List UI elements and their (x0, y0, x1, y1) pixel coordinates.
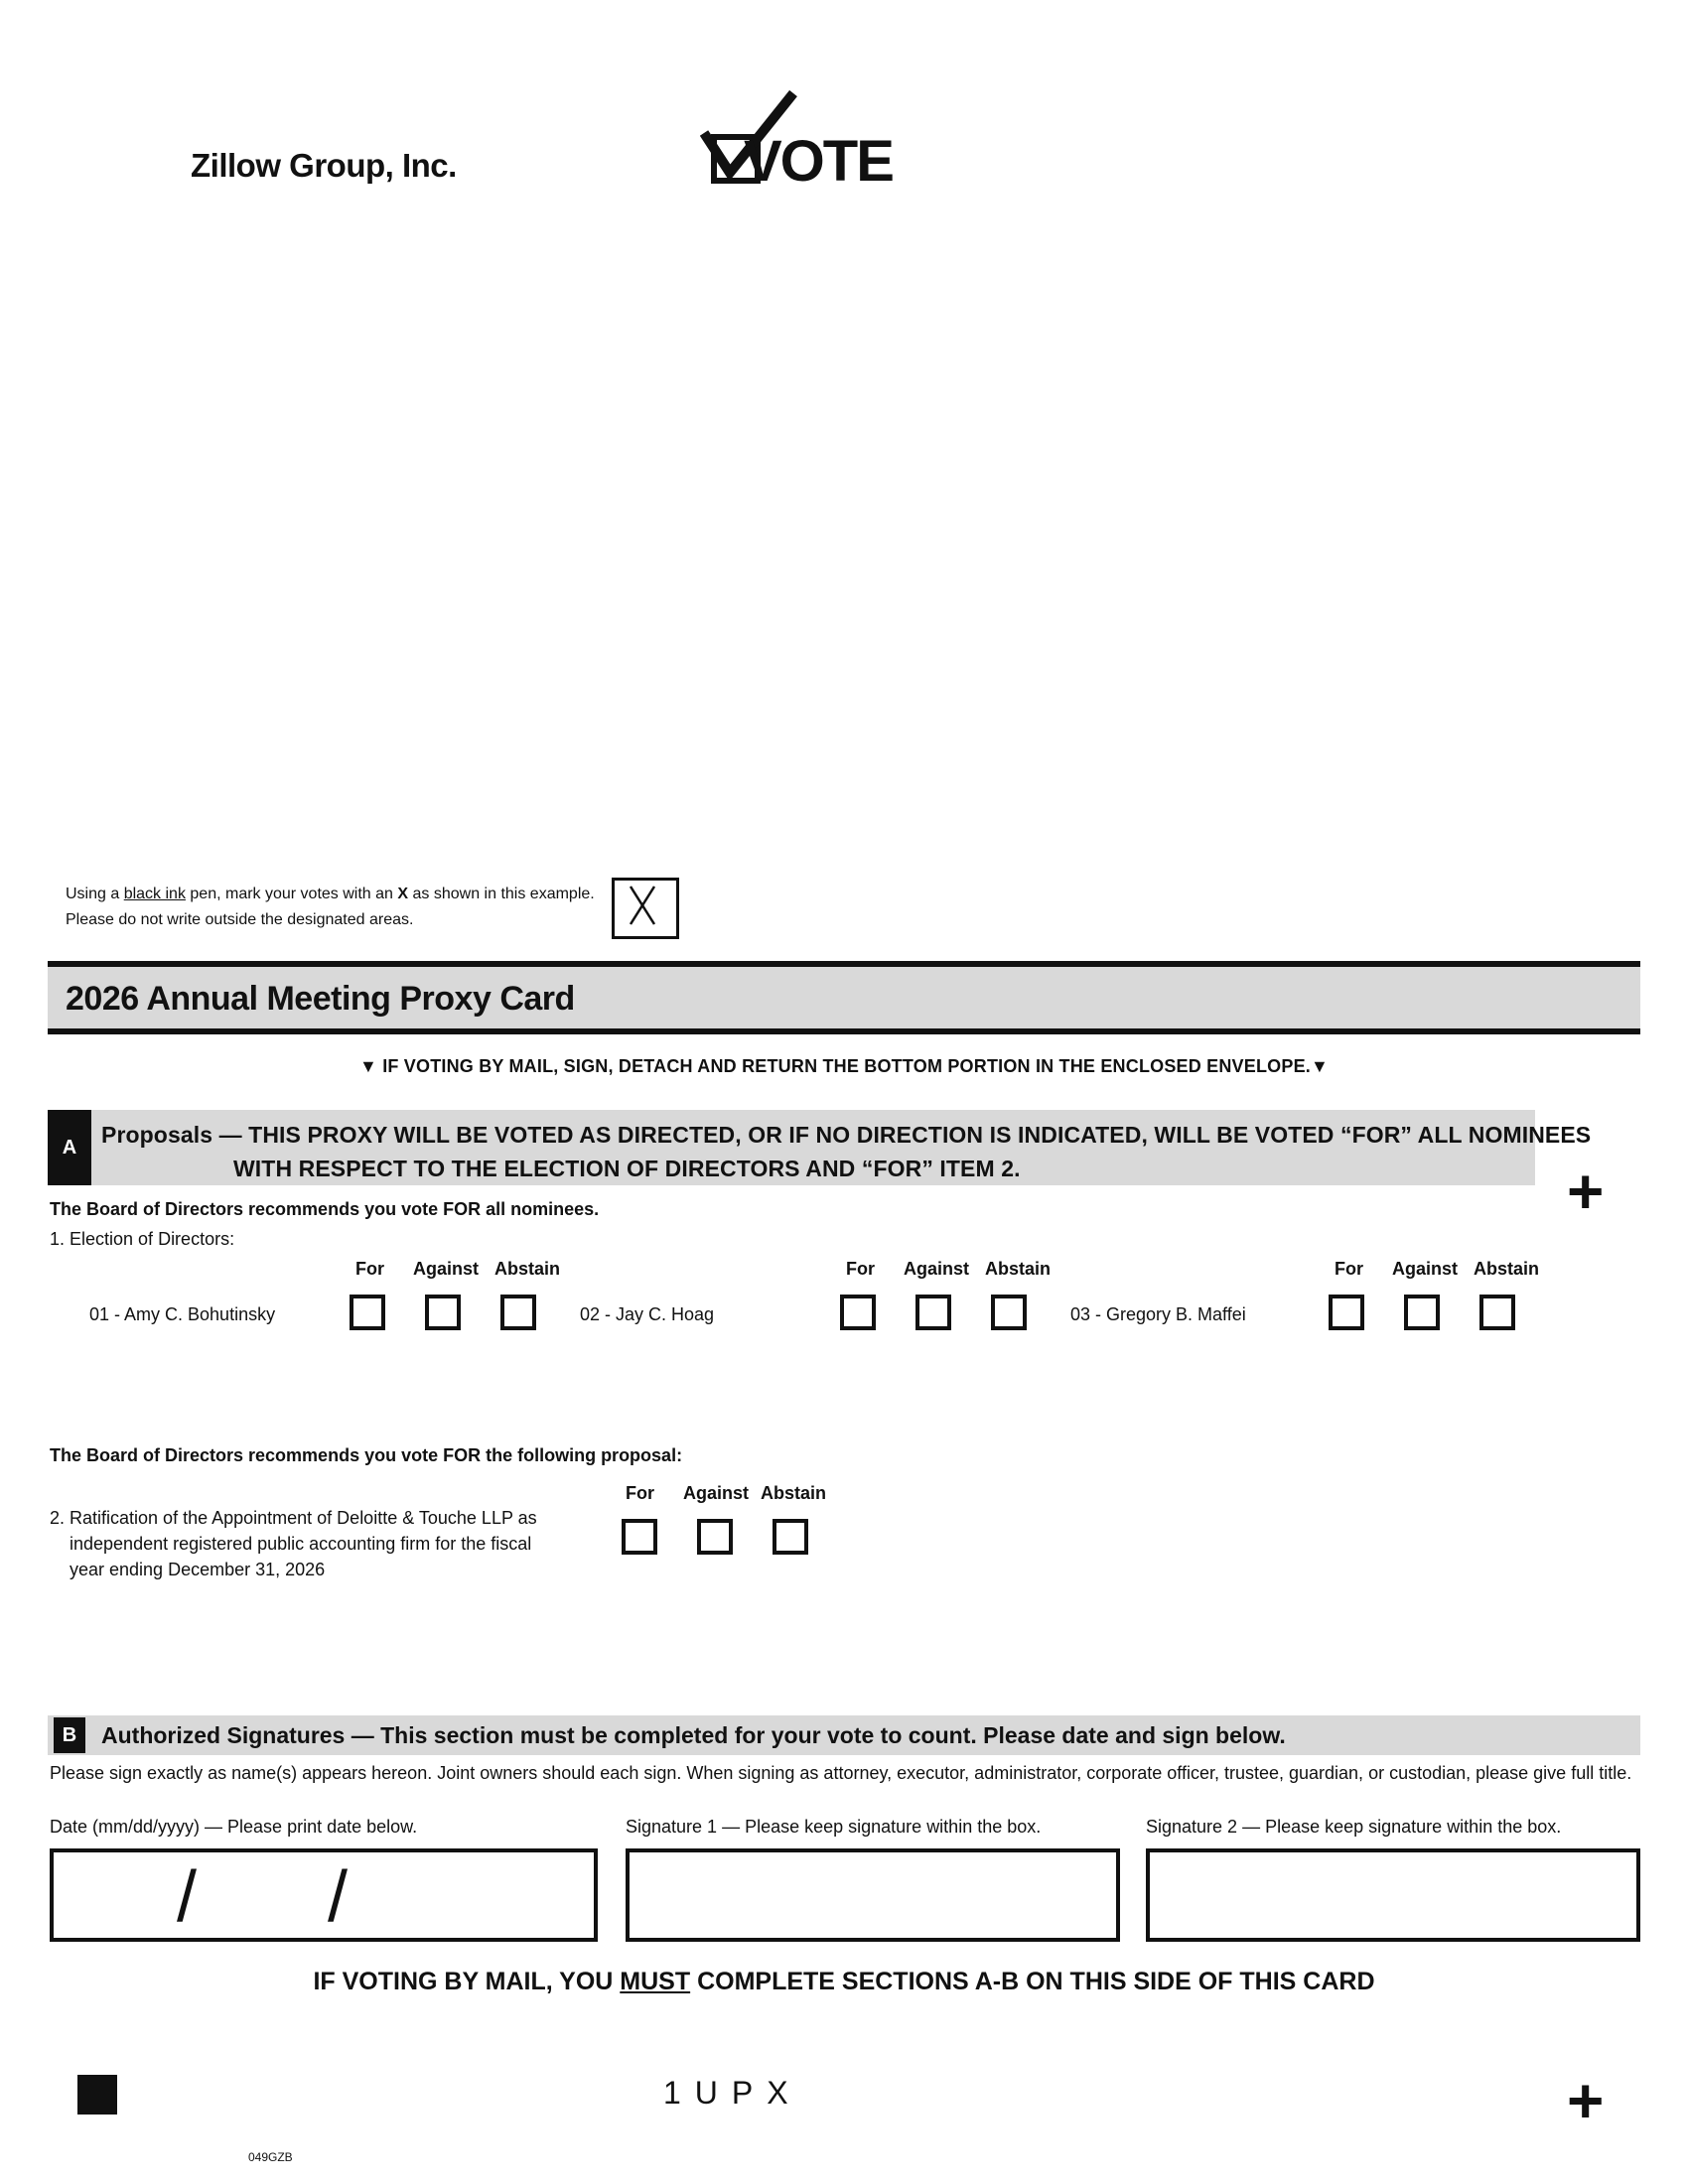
proposal-2-for-checkbox[interactable] (622, 1519, 657, 1555)
nominee-02-for-checkbox[interactable] (840, 1295, 876, 1330)
date-separator: / (177, 1857, 198, 1937)
nominee-01-for-checkbox[interactable] (350, 1295, 385, 1330)
x-mark-icon (615, 881, 670, 930)
date-separator: / (328, 1857, 349, 1937)
nominee-02-against-checkbox[interactable] (915, 1295, 951, 1330)
vote-logo-text: VOTE (744, 129, 893, 194)
registration-plus-icon: + (1567, 1156, 1605, 1227)
marking-instructions: Using a black ink pen, mark your votes with an X as shown in this example. Please do not write outside the designated areas. (66, 886, 595, 928)
registration-plus-icon: + (1567, 2065, 1605, 2136)
col-abstain: Abstain (494, 1259, 561, 1279)
title-rule-bottom (48, 1028, 1640, 1034)
form-code: 1UPX (663, 2075, 802, 2111)
card-title: 2026 Annual Meeting Proxy Card (66, 980, 575, 1018)
col-for: For (355, 1259, 384, 1279)
signature-2-box[interactable] (1146, 1848, 1640, 1942)
col-for: For (1335, 1259, 1363, 1279)
col-abstain: Abstain (761, 1483, 827, 1503)
section-a-title: Proposals — THIS PROXY WILL BE VOTED AS DIRECTED, OR IF NO DIRECTION IS INDICATED, WILL BE VOTED “FOR” ALL NOMINEES WITH RESPECT TO THE ELECTION OF DIRECTORS AND “FOR” ITEM 2. (101, 1122, 1592, 1181)
signature-1-box[interactable] (626, 1848, 1120, 1942)
date-field[interactable] (50, 1848, 598, 1942)
registration-square (77, 2075, 117, 2115)
mail-requirement-note: IF VOTING BY MAIL, YOU MUST COMPLETE SECTIONS A-B ON THIS SIDE OF THIS CARD (313, 1968, 1375, 1995)
col-against: Against (1392, 1259, 1459, 1279)
signature-instructions: Please sign exactly as name(s) appears hereon. Joint owners should each sign. When signing as attorney, executor, administrator, corporate officer, trustee, guardian, or custodian, please give full title. (50, 1763, 1632, 1783)
col-against: Against (683, 1483, 750, 1503)
recommendation-nominees: The Board of Directors recommends you vote FOR all nominees. (50, 1199, 600, 1219)
signature-2-label: Signature 2 — Please keep signature within the box. (1146, 1817, 1562, 1837)
nominee-03-against-checkbox[interactable] (1404, 1295, 1440, 1330)
signature-1-label: Signature 1 — Please keep signature within the box. (626, 1817, 1042, 1837)
nominee-02-abstain-checkbox[interactable] (991, 1295, 1027, 1330)
col-against: Against (904, 1259, 970, 1279)
vote-logo (700, 87, 893, 197)
col-for: For (626, 1483, 654, 1503)
section-a-letter: A (48, 1110, 91, 1185)
col-against: Against (413, 1259, 480, 1279)
date-field-label: Date (mm/dd/yyyy) — Please print date below. (50, 1817, 418, 1837)
nominee-02-label: 02 - Jay C. Hoag (580, 1304, 715, 1324)
recommendation-proposal: The Board of Directors recommends you vote FOR the following proposal: (50, 1445, 683, 1465)
proposal-2-against-checkbox[interactable] (697, 1519, 733, 1555)
small-form-code: 049GZB (248, 2150, 293, 2164)
col-for: For (846, 1259, 875, 1279)
proposal-2-abstain-checkbox[interactable] (773, 1519, 808, 1555)
example-mark-box (612, 878, 679, 939)
nominee-03-abstain-checkbox[interactable] (1479, 1295, 1515, 1330)
col-abstain: Abstain (1474, 1259, 1540, 1279)
nominee-01-label: 01 - Amy C. Bohutinsky (89, 1304, 276, 1324)
item-1-label: 1. Election of Directors: (50, 1229, 235, 1249)
col-abstain: Abstain (985, 1259, 1052, 1279)
detach-instruction: ▼ IF VOTING BY MAIL, SIGN, DETACH AND RETURN THE BOTTOM PORTION IN THE ENCLOSED ENVELOPE.▼ (358, 1056, 1329, 1076)
company-name: Zillow Group, Inc. (191, 147, 457, 184)
nominee-01-abstain-checkbox[interactable] (500, 1295, 536, 1330)
item-2-label: 2. Ratification of the Appointment of Deloitte & Touche LLP as independent registered public accounting firm for the fiscal year ending December 31, 2026 (50, 1508, 537, 1579)
nominee-03-label: 03 - Gregory B. Maffei (1070, 1304, 1246, 1324)
nominee-01-against-checkbox[interactable] (425, 1295, 461, 1330)
nominee-03-for-checkbox[interactable] (1329, 1295, 1364, 1330)
section-b-letter: B (54, 1717, 85, 1753)
section-b-title: Authorized Signatures — This section must be completed for your vote to count. Please date and sign below. (101, 1722, 1286, 1748)
